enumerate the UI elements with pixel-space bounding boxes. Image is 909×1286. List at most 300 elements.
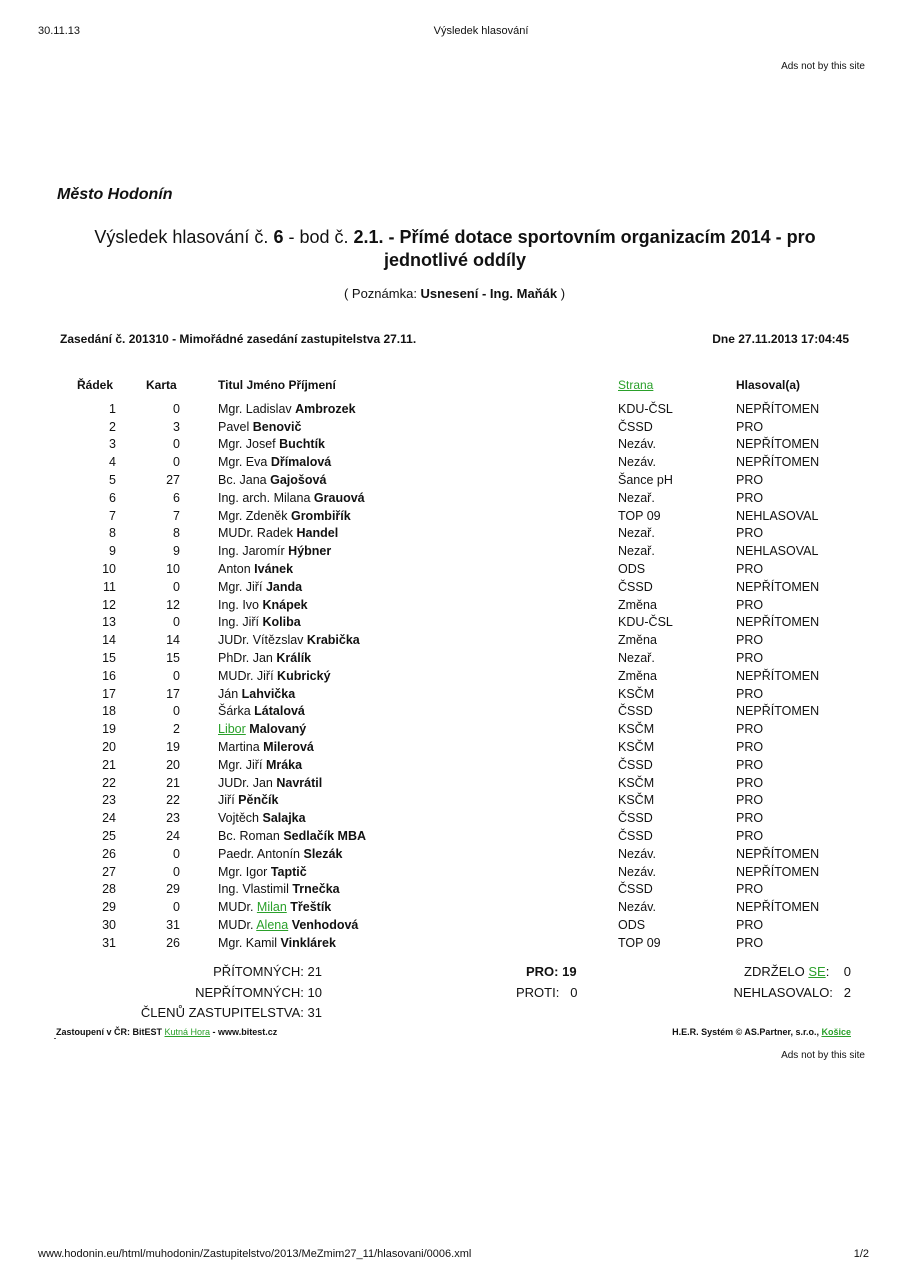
table-row: [60, 649, 866, 667]
member-title-firstname: Ing. Vlastimil: [218, 882, 289, 897]
card-number: 0: [173, 846, 180, 861]
spacer: [180, 471, 218, 489]
card-number: 0: [173, 864, 180, 879]
card-number: 17: [166, 686, 180, 701]
member-title-firstname: Bc. Jana: [218, 473, 267, 488]
member-title-firstname: Šárka: [218, 704, 251, 719]
member-surname: Knápek: [262, 597, 308, 612]
row-number: 25: [102, 829, 116, 844]
member-name: [218, 525, 618, 543]
row-number: 26: [102, 846, 116, 861]
member-title-firstname: Ing. Jaromír: [218, 544, 285, 559]
vote-table: [60, 400, 866, 952]
member-name: [218, 400, 618, 418]
party: ČSSD: [618, 811, 653, 826]
table-row: [60, 436, 866, 454]
row-number: 19: [102, 722, 116, 737]
spacer: [180, 774, 218, 792]
member-name: [218, 916, 618, 934]
vote-result: PRO: [736, 935, 764, 950]
member-title-firstname: Ing. Jiří: [218, 615, 259, 630]
row-number: 29: [102, 900, 116, 915]
row-number: 2: [109, 419, 116, 434]
firstname-link[interactable]: Milan: [256, 900, 287, 915]
row-number: 11: [103, 579, 116, 594]
member-surname: Králík: [276, 651, 312, 666]
vote-result: PRO: [736, 473, 764, 488]
abstain-link[interactable]: SE: [808, 964, 826, 979]
vote-result: PRO: [736, 811, 764, 826]
party: Šance pH: [618, 473, 673, 488]
row-number: 30: [102, 918, 116, 932]
vote-result: PRO: [736, 686, 764, 701]
table-row: [60, 596, 866, 614]
member-title-firstname: MUDr.: [218, 918, 254, 932]
card-number: 8: [173, 526, 180, 541]
spacer: [180, 827, 218, 845]
row-number: 16: [102, 668, 116, 683]
party: Nezař.: [618, 544, 655, 559]
party: KSČM: [618, 686, 655, 701]
spacer: [180, 863, 218, 881]
party: Změna: [618, 633, 657, 648]
row-number: 4: [109, 455, 116, 470]
table-row: [60, 703, 866, 721]
vote-result: NEPŘÍTOMEN: [736, 704, 820, 719]
card-number: 19: [166, 740, 180, 755]
member-title-firstname: Vojtěch: [218, 811, 260, 826]
member-surname: Slezák: [303, 846, 343, 861]
member-surname: Hýbner: [288, 544, 332, 559]
table-row: [60, 863, 866, 881]
table-row: [60, 453, 866, 471]
member-title-firstname: Martina: [218, 740, 260, 755]
party: ČSSD: [618, 704, 653, 719]
party: ČSSD: [618, 579, 653, 594]
abstain-count: ZDRŽELO SE: 0: [744, 964, 851, 979]
member-title-firstname: Ján: [218, 686, 239, 701]
member-name: [218, 898, 618, 916]
table-row: [60, 809, 866, 827]
row-number: 9: [109, 544, 116, 559]
spacer: [180, 685, 218, 703]
member-title-firstname: Mgr. Igor: [218, 864, 268, 879]
row-number: 27: [102, 864, 116, 879]
party: KSČM: [618, 740, 655, 755]
col-header-row: Řádek: [77, 378, 114, 392]
vote-result: NEHLASOVAL: [736, 544, 819, 559]
card-number: 20: [166, 757, 180, 772]
vote-result: NEPŘÍTOMEN: [736, 437, 820, 452]
vote-result: NEPŘÍTOMEN: [736, 455, 820, 470]
row-number: 17: [102, 686, 116, 701]
spacer: [180, 792, 218, 810]
row-number: 22: [102, 775, 116, 790]
row-number: 8: [109, 526, 116, 541]
member-surname: Látalová: [254, 704, 305, 719]
member-title-firstname: MUDr. Jiří: [218, 668, 274, 683]
party: KSČM: [618, 722, 655, 737]
card-number: 23: [166, 811, 180, 826]
member-name: [218, 738, 618, 756]
member-surname: Milerová: [263, 740, 314, 755]
table-row: [60, 614, 866, 632]
col-header-vote: Hlasoval(a): [736, 378, 801, 392]
page-number: 1/2: [853, 1248, 869, 1260]
footer-left: Zastoupení v ČR: BitEST Kutná Hora - www.bitest.cz: [56, 1027, 278, 1037]
spacer: [180, 614, 218, 632]
firstname-link[interactable]: Alena: [256, 918, 289, 932]
vote-result: PRO: [736, 526, 764, 541]
member-surname: Vinklárek: [280, 935, 336, 950]
table-row: [60, 881, 866, 899]
table-row: [60, 720, 866, 738]
vote-result: PRO: [736, 793, 764, 808]
member-surname: Handel: [296, 526, 339, 541]
member-name: [218, 649, 618, 667]
table-row: [60, 756, 866, 774]
firstname-link[interactable]: Libor: [218, 722, 246, 737]
spacer: [180, 934, 218, 952]
table-row: [60, 827, 866, 845]
member-title-firstname: Ing. Ivo: [218, 597, 259, 612]
member-title-firstname: Jiří: [218, 793, 235, 808]
row-number: 15: [102, 651, 116, 666]
table-row: [60, 418, 866, 436]
party: Nezař.: [618, 526, 655, 541]
vote-result: NEPŘÍTOMEN: [736, 900, 820, 915]
row-number: 14: [102, 633, 116, 648]
card-number: 6: [173, 490, 180, 505]
party: Změna: [618, 668, 657, 683]
table-row: [60, 631, 866, 649]
member-surname: Kubrický: [277, 668, 331, 683]
member-surname: Pěnčík: [238, 793, 279, 808]
member-surname: Mráka: [265, 757, 303, 772]
card-number: 14: [166, 633, 180, 648]
member-surname: Trnečka: [292, 882, 340, 897]
party: KDU-ČSL: [618, 401, 673, 416]
member-name: [218, 471, 618, 489]
vote-result: PRO: [736, 829, 764, 844]
members-count: ČLENŮ ZASTUPITELSTVA: 31: [140, 1005, 322, 1020]
vote-result: PRO: [736, 651, 764, 666]
vote-result: NEPŘÍTOMEN: [736, 846, 820, 861]
page-url: www.hodonin.eu/html/muhodonin/Zastupitelstvo/2013/MeZmim27_11/hlasovani/0006.xml: [38, 1248, 472, 1260]
member-surname: Gajošová: [270, 473, 327, 488]
member-title-firstname: JUDr. Jan: [218, 775, 273, 790]
member-title-firstname: Pavel: [218, 419, 250, 434]
member-title-firstname: Mgr. Eva: [218, 455, 268, 470]
table-row: [60, 738, 866, 756]
table-row: [60, 578, 866, 596]
party: ČSSD: [618, 882, 653, 897]
row-number: 18: [102, 704, 116, 719]
member-title-firstname: Mgr. Josef: [218, 437, 276, 452]
spacer: [180, 489, 218, 507]
member-surname: Sedlačík MBA: [283, 829, 366, 844]
vote-table-body: [60, 400, 866, 952]
party: Nezáv.: [618, 864, 656, 879]
note-text: Usnesení - Ing. Maňák: [420, 286, 558, 301]
footer-right: H.E.R. Systém © AS.Partner, s.r.o., Košice: [672, 1027, 851, 1037]
spacer: [180, 631, 218, 649]
row-number: 20: [102, 740, 116, 755]
print-title: Výsledek hlasování: [433, 25, 529, 37]
member-name: [218, 489, 618, 507]
party: TOP 09: [618, 935, 661, 950]
member-name: [218, 792, 618, 810]
col-header-party-link[interactable]: Strana: [618, 378, 654, 392]
member-title-firstname: Anton: [218, 562, 251, 577]
card-number: 21: [166, 775, 180, 790]
spacer: [180, 418, 218, 436]
member-surname: Venhodová: [291, 918, 359, 932]
member-name: [218, 685, 618, 703]
vote-result: NEPŘÍTOMEN: [736, 579, 820, 594]
spacer: [180, 596, 218, 614]
table-row: [60, 471, 866, 489]
member-name: [218, 827, 618, 845]
spacer: [180, 881, 218, 899]
vote-result: NEHLASOVAL: [736, 508, 819, 523]
kutna-hora-link[interactable]: Kutná Hora: [164, 1027, 211, 1037]
vote-result: NEPŘÍTOMEN: [736, 668, 820, 683]
party: KSČM: [618, 775, 655, 790]
card-number: 27: [166, 473, 180, 488]
party: KSČM: [618, 793, 655, 808]
member-name: [218, 542, 618, 560]
spacer: [180, 667, 218, 685]
party: Nezáv.: [618, 900, 656, 915]
table-row: [60, 845, 866, 863]
card-number: 2: [173, 722, 180, 737]
card-number: 22: [166, 793, 180, 808]
spacer: [180, 898, 218, 916]
member-name: [218, 596, 618, 614]
item-number: 2.1.: [353, 227, 384, 247]
card-number: 29: [166, 882, 180, 897]
table-row: [60, 507, 866, 525]
card-number: 0: [173, 900, 180, 915]
novote-count: NEHLASOVALO: 2: [733, 985, 851, 1000]
vote-result: PRO: [736, 722, 764, 737]
member-name: [218, 578, 618, 596]
member-surname: Grauová: [313, 490, 365, 505]
party: ČSSD: [618, 419, 653, 434]
member-surname: Třeštík: [290, 900, 332, 915]
spacer: [180, 400, 218, 418]
table-row: [60, 898, 866, 916]
member-name: [218, 720, 618, 738]
member-title-firstname: Bc. Roman: [218, 829, 280, 844]
party: ČSSD: [618, 757, 653, 772]
page-title: Výsledek hlasování č. 6 - bod č. 2.1. - Přímé dotace sportovním organizacím 2014 - pro jednotlivé oddíly: [94, 227, 816, 270]
spacer: [180, 649, 218, 667]
row-number: 6: [109, 490, 116, 505]
table-row: [60, 400, 866, 418]
item-title: - Přímé dotace sportovním organizacím 2014 - pro jednotlivé oddíly: [383, 227, 816, 270]
vote-result: PRO: [736, 562, 764, 577]
row-number: 3: [109, 437, 116, 452]
row-number: 12: [102, 597, 116, 612]
vote-result: PRO: [736, 775, 764, 790]
spacer: [180, 809, 218, 827]
table-row: [60, 667, 866, 685]
member-title-firstname: PhDr. Jan: [218, 651, 273, 666]
card-number: 0: [173, 401, 180, 416]
row-number: 13: [102, 615, 116, 630]
card-number: 0: [173, 579, 180, 594]
spacer: [180, 845, 218, 863]
member-name: [218, 863, 618, 881]
vote-result: PRO: [736, 490, 764, 505]
card-number: 12: [166, 597, 180, 612]
party: TOP 09: [618, 508, 661, 523]
member-name: [218, 756, 618, 774]
member-surname: Dřímalová: [270, 455, 332, 470]
party: Nezař.: [618, 490, 655, 505]
vote-result: PRO: [736, 918, 764, 932]
member-name: [218, 667, 618, 685]
card-number: 31: [166, 918, 180, 932]
ads-notice-top: Ads not by this site: [781, 61, 865, 72]
print-date: 30.11.13: [38, 25, 81, 37]
spacer: [180, 436, 218, 454]
vote-result: PRO: [736, 740, 764, 755]
city-name: Město Hodonín: [57, 186, 173, 203]
member-surname: Ivánek: [254, 562, 294, 577]
member-name: [218, 703, 618, 721]
member-name: [218, 934, 618, 952]
row-number: 28: [102, 882, 116, 897]
member-title-firstname: MUDr.: [218, 900, 254, 915]
vote-result: PRO: [736, 597, 764, 612]
member-name: [218, 774, 618, 792]
row-number: 23: [102, 793, 116, 808]
col-header-name: Titul Jméno Příjmení: [218, 378, 336, 392]
member-title-firstname: JUDr. Vítězslav: [218, 633, 304, 648]
party: Změna: [618, 597, 657, 612]
member-name: [218, 436, 618, 454]
member-name: [218, 418, 618, 436]
card-number: 26: [166, 935, 180, 950]
party: ODS: [618, 562, 646, 577]
spacer: [180, 738, 218, 756]
table-row: [60, 934, 866, 952]
card-number: 24: [166, 829, 180, 844]
member-surname: Janda: [265, 579, 303, 594]
member-title-firstname: Mgr. Ladislav: [218, 401, 292, 416]
row-number: 24: [102, 811, 116, 826]
vote-result: PRO: [736, 882, 764, 897]
spacer: [180, 542, 218, 560]
member-title-firstname: Mgr. Zdeněk: [218, 508, 288, 523]
table-row: [60, 916, 866, 934]
row-number: 31: [102, 935, 116, 950]
member-surname: Krabička: [306, 633, 360, 648]
row-number: 5: [109, 473, 116, 488]
card-number: 0: [173, 455, 180, 470]
table-row: [60, 542, 866, 560]
table-row: [60, 560, 866, 578]
member-surname: Ambrozek: [295, 401, 356, 416]
pro-count: PRO: 19: [526, 964, 577, 979]
member-name: [218, 507, 618, 525]
spacer: [180, 916, 218, 934]
party: Nezáv.: [618, 455, 656, 470]
member-surname: Salajka: [262, 811, 306, 826]
spacer: [180, 703, 218, 721]
card-number: 0: [173, 704, 180, 719]
party: ČSSD: [618, 829, 653, 844]
vote-result: NEPŘÍTOMEN: [736, 615, 820, 630]
spacer: [180, 720, 218, 738]
session-date: Dne 27.11.2013 17:04:45: [712, 332, 849, 346]
card-number: 10: [166, 562, 180, 577]
table-row: [60, 489, 866, 507]
member-name: [218, 614, 618, 632]
member-name: [218, 845, 618, 863]
member-title-firstname: Mgr. Jiří: [218, 757, 263, 772]
session-info: Zasedání č. 201310 - Mimořádné zasedání zastupitelstva 27.11.: [60, 332, 417, 346]
party: Nezáv.: [618, 846, 656, 861]
row-number: 21: [102, 757, 116, 772]
spacer: [180, 578, 218, 596]
spacer: [180, 560, 218, 578]
member-surname: Grombiřík: [290, 508, 351, 523]
note: ( Poznámka: Usnesení - Ing. Maňák ): [343, 286, 566, 301]
card-number: 0: [173, 615, 180, 630]
spacer: [180, 507, 218, 525]
row-number: 7: [109, 508, 116, 523]
absent-count: NEPŘÍTOMNÝCH: 10: [195, 985, 322, 1000]
spacer: [180, 756, 218, 774]
member-title-firstname: Mgr. Kamil: [218, 935, 278, 950]
member-title-firstname: Paedr. Antonín: [218, 846, 301, 861]
party: ODS: [618, 918, 646, 932]
spacer: [180, 453, 218, 471]
card-number: 15: [166, 651, 180, 666]
member-surname: Koliba: [262, 615, 301, 630]
member-name: [218, 881, 618, 899]
kosice-link-2[interactable]: ice: [838, 1027, 851, 1037]
card-number: 0: [173, 668, 180, 683]
member-name: [218, 560, 618, 578]
member-title-firstname: Mgr. Jiří: [218, 579, 263, 594]
col-header-card: Karta: [146, 378, 177, 392]
vote-result: PRO: [736, 419, 764, 434]
card-number: 3: [173, 419, 180, 434]
vote-result: NEPŘÍTOMEN: [736, 864, 820, 879]
table-row: [60, 525, 866, 543]
card-number: 7: [173, 508, 180, 523]
card-number: 0: [173, 437, 180, 452]
vote-result: NEPŘÍTOMEN: [736, 401, 820, 416]
row-number: 10: [102, 562, 116, 577]
member-surname: Taptič: [270, 864, 307, 879]
member-surname: Malovaný: [249, 722, 307, 737]
member-surname: Lahvička: [241, 686, 296, 701]
spacer: [180, 525, 218, 543]
ads-notice-bottom: Ads not by this site: [781, 1050, 865, 1061]
proti-count: PROTI: 0: [516, 985, 578, 1000]
vote-result: PRO: [736, 633, 764, 648]
member-name: [218, 809, 618, 827]
kosice-link-1[interactable]: Koš: [821, 1027, 839, 1037]
table-row: [60, 792, 866, 810]
member-title-firstname: Ing. arch. Milana: [218, 490, 311, 505]
